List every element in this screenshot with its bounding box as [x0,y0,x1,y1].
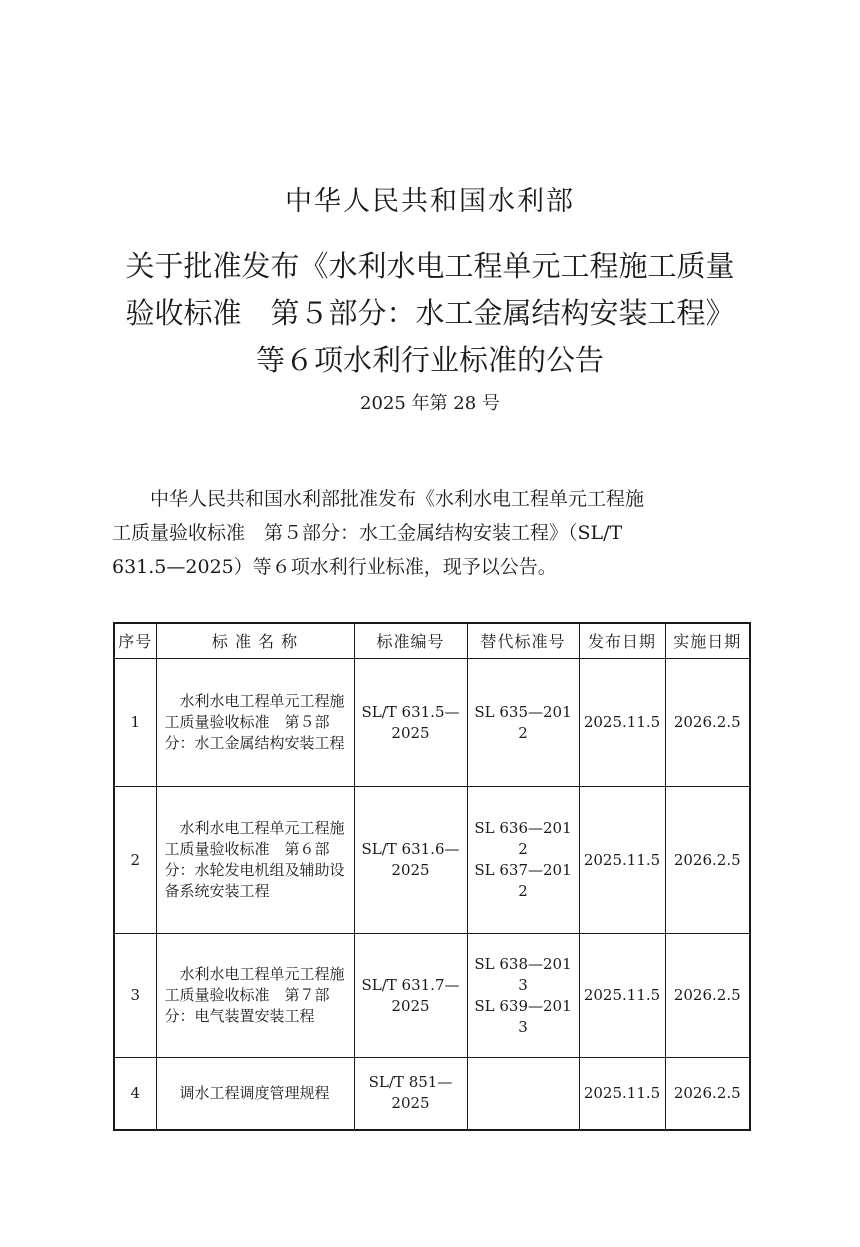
row-replaces: SL 638—2013 SL 639—2013 [467,934,579,1058]
row-effective: 2026.2.5 [665,787,750,934]
row-effective: 2026.2.5 [665,934,750,1058]
header-code: 标准编号 [354,623,467,659]
body-line: 工质量验收标准 第５部分：水工金属结构安装工程》（SL/T [112,522,623,544]
header-effective: 实施日期 [665,623,750,659]
row-no: 3 [114,934,156,1058]
table-row [114,934,750,1058]
row-code: SL/T 851— 2025 [354,1058,467,1130]
title-line: 关于批准发布《水利水电工程单元工程施工质量 [125,249,735,283]
row-code: SL/T 631.7— 2025 [354,934,467,1058]
body-line: 中华人民共和国水利部批准发布《水利水电工程单元工程施 [112,488,645,510]
row-name: 水利水电工程单元工程施工质量验收标准 第５部分：水工金属结构安装工程 [156,659,354,787]
table-row [114,787,750,934]
title-line: 等６项水利行业标准的公告 [255,343,604,377]
table-row [114,659,750,787]
row-code: SL/T 631.5— 2025 [354,659,467,787]
row-name: 水利水电工程单元工程施工质量验收标准 第６部分：水轮发电机组及辅助设备系统安装工程 [156,787,354,934]
row-code: SL/T 631.6— 2025 [354,787,467,934]
table-row [114,1058,750,1130]
header-name: 标 准 名 称 [156,623,354,659]
row-effective: 2026.2.5 [665,1058,750,1130]
table-header-row [114,623,750,659]
header-replaces: 替代标准号 [467,623,579,659]
row-replaces [467,1058,579,1130]
announcement-title [100,243,760,384]
title-line: 验收标准 第５部分：水工金属结构安装工程》 [125,296,735,330]
row-no: 1 [114,659,156,787]
row-replaces: SL 635—2012 [467,659,579,787]
row-issued: 2025.11.5 [579,934,665,1058]
header-no: 序号 [114,623,156,659]
row-name: 水利水电工程单元工程施工质量验收标准 第７部分：电气装置安装工程 [156,934,354,1058]
row-no: 4 [114,1058,156,1130]
row-effective: 2026.2.5 [665,659,750,787]
ministry-name: 中华人民共和国水利部 [285,186,575,217]
row-name: 调水工程调度管理规程 [156,1058,354,1130]
row-no: 2 [114,787,156,934]
row-issued: 2025.11.5 [579,659,665,787]
row-issued: 2025.11.5 [579,1058,665,1130]
issue-number: 2025 年第 28 号 [360,393,500,414]
standards-table [113,622,751,1131]
body-line: 631.5—2025）等６项水利行业标准，现予以公告。 [112,556,557,578]
header-issued: 发布日期 [579,623,665,659]
row-issued: 2025.11.5 [579,787,665,934]
announcement-body [112,482,748,584]
row-replaces: SL 636—2012 SL 637—2012 [467,787,579,934]
